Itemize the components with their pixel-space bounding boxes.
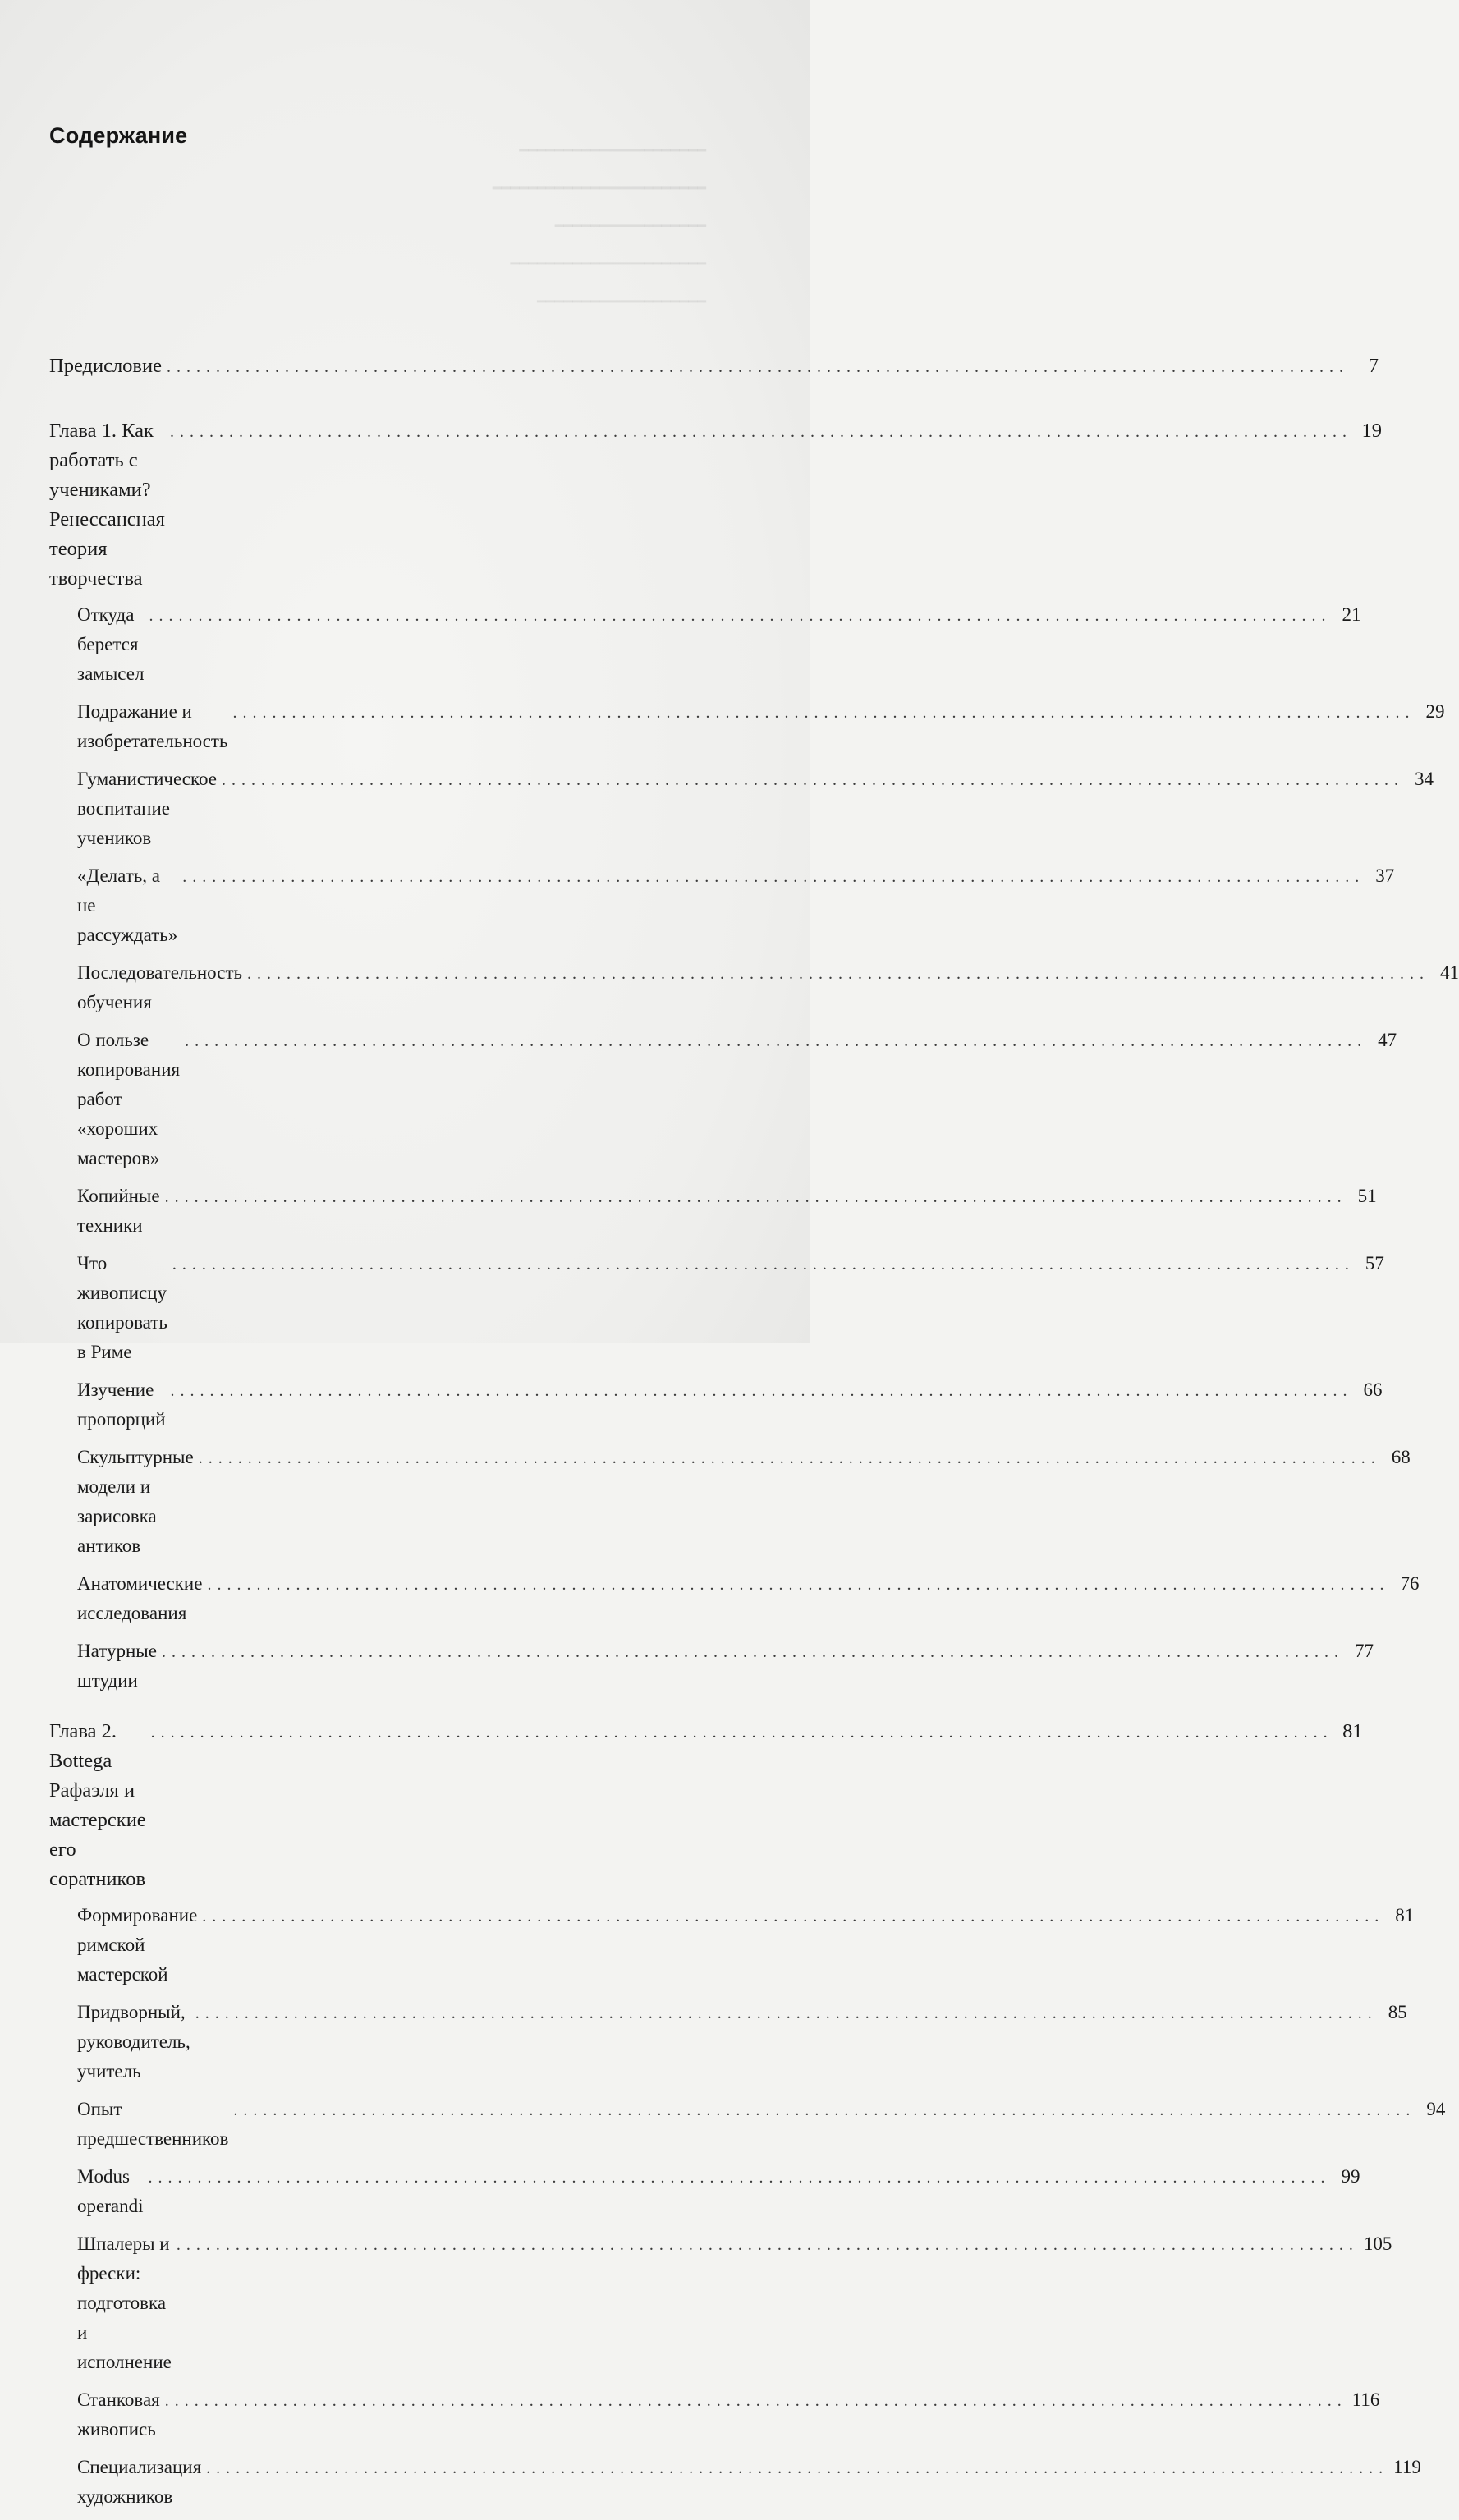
toc-entry-ch1-7[interactable] — [77, 1182, 1377, 1241]
table-of-contents — [49, 351, 1459, 2520]
toc-entry-ch1-11[interactable] — [77, 1569, 1420, 1628]
toc-entry-label: Гуманистическое воспитание учеников — [77, 769, 217, 848]
toc-entry-label: Натурные штудии — [77, 1641, 157, 1691]
toc-entry-page-number: 76 — [1400, 1573, 1420, 1594]
dot-leader: ........................................................................................................................ — [164, 1188, 1347, 1206]
dot-leader: ........................................................................................................................ — [164, 2392, 1347, 2410]
toc-entry-page-number: 77 — [1354, 1641, 1374, 1661]
toc-entry-ch2-4[interactable] — [77, 2162, 1360, 2221]
dot-leader: ........................................................................................................................ — [149, 607, 1332, 625]
dot-leader: ........................................................................................................................ — [247, 965, 1430, 983]
toc-entry-label: Скульптурные модели и зарисовка антиков — [77, 1447, 194, 1556]
toc-entry-page-number: 41 — [1440, 962, 1459, 983]
toc-entry-page-number: 99 — [1341, 2166, 1360, 2187]
toc-entry-page-number: 37 — [1375, 865, 1395, 886]
toc-entry-ch1-8[interactable] — [77, 1249, 1384, 1367]
dot-leader: ........................................................................................................................ — [172, 1255, 1355, 1274]
toc-entry-label: Формирование римской мастерской — [77, 1905, 198, 1985]
toc-entry-ch1-12[interactable] — [77, 1636, 1374, 1696]
toc-entry-label: Откуда берется замысел — [77, 604, 145, 684]
toc-entry-ch1-5[interactable] — [77, 958, 1459, 1017]
toc-entry-ch1-4[interactable] — [77, 861, 1395, 950]
toc-entry-label: Анатомические исследования — [77, 1573, 203, 1623]
dot-leader: ........................................................................................................................ — [185, 1032, 1368, 1050]
toc-entry-page-number: 21 — [1342, 604, 1361, 625]
dot-leader: ........................................................................................................................ — [202, 1907, 1385, 1926]
dot-leader: ........................................................................................................................ — [206, 2459, 1389, 2477]
toc-entry-ch2-6[interactable] — [77, 2385, 1380, 2444]
toc-entry-ch1-3[interactable] — [77, 764, 1434, 853]
toc-entry-label: Станковая живопись — [77, 2389, 160, 2440]
toc-entry-page-number: 66 — [1363, 1379, 1383, 1400]
toc-entry-label: Глава 2. Bottega Рафаэля и мастерские его соратников — [49, 1720, 146, 1890]
dot-leader: ........................................................................................................................ — [170, 1382, 1353, 1400]
toc-entry-label: Специализация художников — [77, 2457, 202, 2507]
toc-entry-ch1-2[interactable] — [77, 697, 1445, 756]
dot-leader: ........................................................................................................................ — [195, 2004, 1378, 2022]
dot-leader: ........................................................................................................................ — [161, 1643, 1344, 1661]
dot-leader: ........................................................................................................................ — [148, 2169, 1331, 2187]
dot-leader: ........................................................................................................................ — [198, 1449, 1381, 1467]
toc-entry-ch2-1[interactable] — [77, 1901, 1415, 1990]
toc-entry-page-number: 51 — [1357, 1186, 1377, 1206]
toc-entry-page-number: 7 — [1368, 355, 1379, 377]
toc-entry-page-number: 85 — [1388, 2002, 1407, 2022]
toc-entry-label: Что живописцу копировать в Риме — [77, 1253, 167, 1362]
toc-entry-label: Изучение пропорций — [77, 1379, 166, 1430]
toc-entry-ch1-6[interactable] — [77, 1026, 1397, 1173]
toc-entry-label: Опыт предшественников — [77, 2099, 229, 2149]
toc-entry-page-number: 68 — [1391, 1447, 1411, 1467]
toc-entry-ch2-3[interactable] — [77, 2095, 1446, 2154]
toc-entry-label: Глава 1. Как работать с учениками? Ренессансная теория творчества — [49, 420, 165, 590]
section-gap — [49, 403, 698, 416]
toc-entry-page-number: 116 — [1351, 2389, 1380, 2410]
toc-entry-label: Modus operandi — [77, 2166, 144, 2216]
section-gap — [49, 1704, 698, 1717]
dot-leader: ........................................................................................................................ — [182, 868, 1365, 886]
toc-entry-label: О пользе копирования работ «хороших мастеров» — [77, 1030, 181, 1168]
toc-entry-ch1-9[interactable] — [77, 1375, 1383, 1434]
toc-entry-label: Придворный, руководитель, учитель — [77, 2002, 190, 2082]
toc-entry-ch1-10[interactable] — [77, 1443, 1411, 1561]
toc-entry-preface[interactable] — [49, 351, 1379, 382]
page-title: Содержание — [49, 123, 188, 148]
toc-entry-ch2-2[interactable] — [77, 1998, 1407, 2086]
dot-leader: ........................................................................................................................ — [207, 1576, 1390, 1594]
toc-entry-page-number: 119 — [1393, 2457, 1421, 2477]
toc-entry-page-number: 19 — [1361, 420, 1382, 442]
toc-entry-page-number: 57 — [1365, 1253, 1384, 1274]
dot-leader: ........................................................................................................................ — [221, 771, 1404, 789]
toc-entry-ch2-7[interactable] — [77, 2453, 1421, 2512]
dot-leader: ........................................................................................................................ — [166, 358, 1349, 376]
dot-leader: ........................................................................................................................ — [169, 423, 1352, 441]
toc-entry-page-number: 34 — [1414, 769, 1434, 789]
toc-entry-ch2[interactable] — [49, 1717, 1363, 1894]
toc-entry-ch1[interactable] — [49, 416, 1382, 594]
toc-entry-page-number: 105 — [1363, 2233, 1392, 2254]
toc-entry-ch1-1[interactable] — [77, 600, 1361, 689]
toc-entry-label: Последовательность обучения — [77, 962, 243, 1012]
toc-entry-label: Шпалеры и фрески: подготовка и исполнение — [77, 2233, 172, 2372]
toc-entry-page-number: 29 — [1425, 701, 1445, 722]
toc-entry-label: Подражание и изобретательность — [77, 701, 228, 751]
toc-entry-page-number: 81 — [1342, 1720, 1363, 1742]
dot-leader: ........................................................................................................................ — [176, 2236, 1359, 2254]
dot-leader: ........................................................................................................................ — [233, 2101, 1416, 2119]
dot-leader: ........................................................................................................................ — [232, 704, 1415, 722]
toc-entry-label: «Делать, а не рассуждать» — [77, 865, 178, 945]
toc-entry-label: Предисловие — [49, 355, 162, 377]
toc-entry-label: Копийные техники — [77, 1186, 160, 1236]
toc-entry-page-number: 94 — [1426, 2099, 1446, 2119]
dot-leader: ........................................................................................................................ — [150, 1724, 1333, 1742]
toc-entry-page-number: 81 — [1395, 1905, 1415, 1926]
toc-entry-ch2-5[interactable] — [77, 2229, 1392, 2377]
toc-entry-page-number: 47 — [1378, 1030, 1397, 1050]
